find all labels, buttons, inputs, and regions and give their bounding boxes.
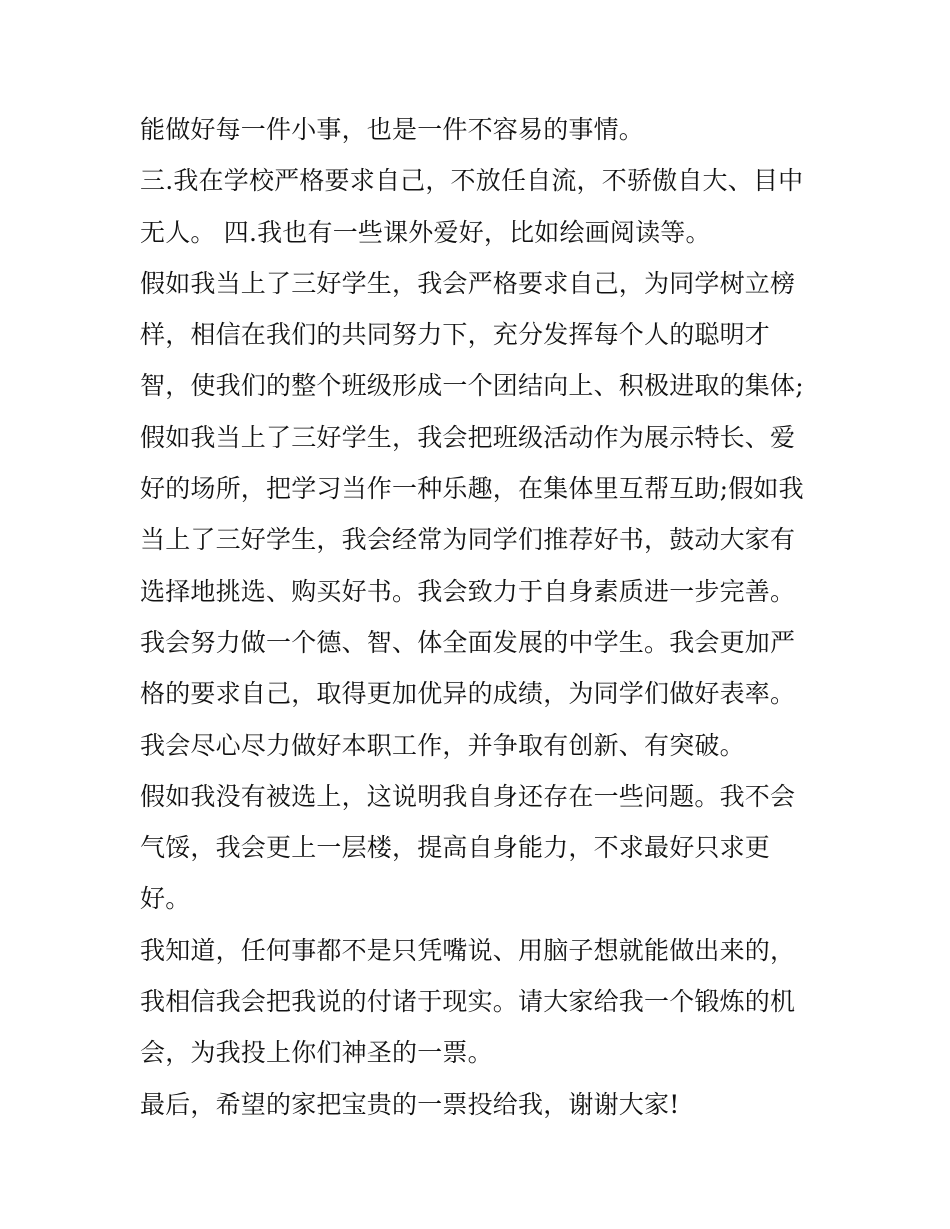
paragraph-2: 三.我在学校严格要求自己，不放任自流，不骄傲自大、目中无人。 四.我也有一些课外爱好，比如绘画阅读等。 (140, 166, 804, 247)
paragraph-1: 能做好每一件小事，也是一件不容易的事情。 (140, 115, 645, 144)
paragraph-4: 假如我没有被选上，这说明我自身还存在一些问题。我不会气馁，我会更上一层楼，提高自身能力，不求最好只求更好。 (140, 781, 796, 914)
paragraph-5: 我知道，任何事都不是只凭嘴说、用脑子想就能做出来的，我相信我会把我说的付诸于现实。请大家给我一个锻炼的机会，为我投上你们神圣的一票。 (140, 935, 796, 1068)
paragraph-3: 假如我当上了三好学生，我会严格要求自己，为同学树立榜样，相信在我们的共同努力下，充分发挥每个人的聪明才智，使我们的整个班级形成一个团结向上、积极进取的集体;假如我当上了三好学生，我会把班级活动作为展示特长、爱好的场所，把学习当作一种乐趣，在集体里互帮互助;假如我当上了三好学生，我会经常为同学们推荐好书，鼓动大家有选择地挑选、购买好书。我会致力于自身素质进一步完善。我会努力做一个德、智、体全面发展的中学生。我会更加严格的要求自己，取得更加优异的成绩，为同学们做好表率。我会尽心尽力做好本职工作，并争取有创新、有突破。 (140, 268, 804, 760)
document-body (140, 104, 820, 1130)
paragraph-6: 最后，希望的家把宝贵的一票投给我，谢谢大家! (140, 1089, 680, 1119)
